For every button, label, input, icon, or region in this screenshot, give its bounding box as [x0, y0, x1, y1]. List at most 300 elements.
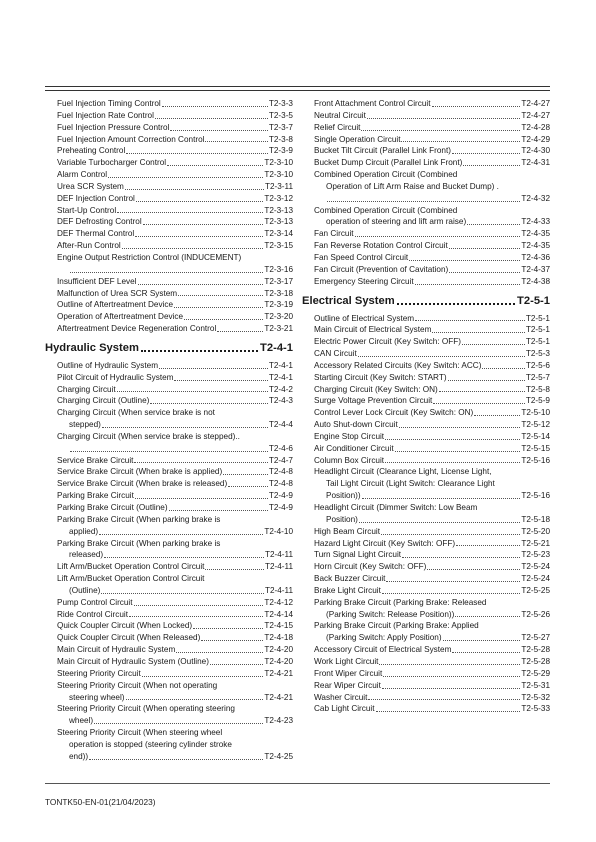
toc-page-number: T2-4-23 [264, 716, 293, 726]
dot-leader [162, 106, 268, 107]
toc-entry[interactable] [45, 193, 293, 205]
toc-page-number: T2-5-23 [521, 550, 550, 560]
toc-entry-text: Lift Arm/Bucket Operation Control Circuit [57, 562, 205, 572]
toc-entry[interactable] [302, 549, 550, 561]
toc-entry-text: Front Wiper Circuit [314, 668, 383, 678]
toc-group [45, 360, 293, 407]
header-rule-thick [45, 86, 550, 87]
toc-page-number: T2-5-31 [521, 680, 550, 690]
toc-entry[interactable] [302, 455, 550, 467]
toc-entry-text: Outline of Aftertreatment Device [57, 300, 174, 310]
dot-leader [452, 153, 520, 154]
toc-entry-text: operation is stopped (steering cylinder stroke [69, 739, 232, 749]
toc-page-number: T2-3-17 [264, 276, 293, 286]
dot-leader [402, 557, 520, 558]
toc-page-number: T2-5-7 [525, 372, 550, 382]
toc-entry[interactable] [302, 561, 550, 573]
toc-entry[interactable] [45, 620, 293, 632]
toc-entry[interactable] [45, 98, 293, 110]
toc-entry-text: Turn Signal Light Circuit [314, 550, 402, 560]
dot-leader [482, 368, 524, 369]
toc-entry[interactable] [302, 134, 550, 146]
toc-page-number: T2-3-10 [264, 170, 293, 180]
toc-entry-continuation [314, 193, 550, 205]
dot-leader [358, 356, 525, 357]
header-rule-thin [45, 90, 550, 91]
toc-entry-text: Surge Voltage Prevention Circuit [314, 396, 433, 406]
dot-leader [70, 272, 263, 273]
dot-leader [142, 676, 264, 677]
dot-leader [427, 569, 520, 570]
toc-entry-text: DEF Injection Control [57, 193, 135, 203]
toc-entry[interactable] [302, 656, 550, 668]
dot-leader [170, 130, 267, 131]
toc-group [45, 597, 293, 680]
toc-entry-text: Position) [326, 514, 358, 524]
toc-entry-text: Quick Coupler Circuit (When Locked) [57, 621, 193, 631]
toc-entry-text: released) [69, 550, 104, 560]
toc-page-number: T2-5-27 [521, 633, 550, 643]
dot-leader [143, 224, 264, 225]
toc-entry-text: After-Run Control [57, 241, 121, 251]
toc-page-number: T2-3-8 [268, 134, 293, 144]
dot-leader [126, 153, 268, 154]
dot-leader [193, 628, 263, 629]
toc-entry[interactable] [302, 264, 550, 276]
dot-leader [359, 522, 520, 523]
dot-leader [395, 451, 521, 452]
toc-page-number: T2-5-12 [521, 420, 550, 430]
toc-entry-text: Fan Speed Control Circuit [314, 252, 409, 262]
toc-entry-text: (Outline) [69, 585, 101, 595]
section-heading-electrical[interactable] [302, 294, 550, 308]
toc-entry[interactable] [45, 372, 293, 384]
dot-leader [159, 368, 268, 369]
toc-entry[interactable] [302, 526, 550, 538]
toc-entry-continuation [57, 692, 293, 704]
dot-leader [104, 557, 264, 558]
toc-entry-text: Steering Priority Circuit (When operating steering [57, 704, 235, 714]
toc-entry-text: Parking Brake Circuit (Parking Brake: Released [314, 597, 487, 607]
toc-entry-text: Hazard Light Circuit (Key Switch: OFF) [314, 538, 456, 548]
dot-leader [463, 165, 520, 166]
toc-entry-multiline[interactable] [302, 169, 550, 205]
toc-entry[interactable] [302, 276, 550, 288]
toc-entry[interactable] [45, 597, 293, 609]
toc-entry-multiline[interactable] [45, 727, 293, 763]
dot-leader [135, 236, 263, 237]
toc-entry-continuation [314, 490, 550, 502]
toc-entry[interactable] [302, 431, 550, 443]
toc-page-number: T2-5-8 [525, 384, 550, 394]
toc-page-number: T2-5-32 [521, 692, 550, 702]
toc-entry-text: Variable Turbocharger Control [57, 158, 167, 168]
toc-entry-text: DEF Thermal Control [57, 229, 135, 239]
toc-entry-text: Aftertreatment Device Regeneration Control [57, 324, 217, 334]
toc-entry-text: Control Lever Lock Circuit (Key Switch: ON) [314, 408, 474, 418]
toc-group [45, 276, 293, 335]
toc-entry-multiline[interactable] [302, 502, 550, 526]
toc-entry-text: Charging Circuit [57, 384, 116, 394]
toc-entry[interactable] [302, 110, 550, 122]
toc-entry-text: Fuel Injection Timing Control [57, 99, 161, 108]
toc-entry-continuation [314, 609, 550, 621]
toc-entry-text: Horn Circuit (Key Switch: OFF) [314, 562, 427, 572]
toc-page-number: T2-5-28 [521, 656, 550, 666]
toc-page-number: T2-4-20 [264, 656, 293, 666]
toc-entry[interactable] [45, 169, 293, 181]
toc-page-number: T2-4-9 [268, 491, 293, 501]
toc-entry[interactable] [45, 384, 293, 396]
toc-entry-text: Back Buzzer Circuit [314, 574, 386, 584]
dot-leader [101, 593, 264, 594]
toc-page-number: T2-3-12 [264, 193, 293, 203]
dot-leader [385, 439, 520, 440]
dot-leader [117, 212, 263, 213]
dot-leader [155, 118, 268, 119]
toc-page-number: T2-4-7 [268, 455, 293, 465]
toc-entry[interactable] [45, 561, 293, 573]
toc-entry-text: steering wheel) [69, 692, 125, 702]
toc-page-number: T2-4-12 [264, 597, 293, 607]
toc-entry[interactable] [45, 181, 293, 193]
toc-entry[interactable] [45, 668, 293, 680]
toc-group [302, 644, 550, 715]
toc-entry-continuation [57, 419, 293, 431]
toc-page-number: T2-3-13 [264, 217, 293, 227]
toc-entry[interactable] [45, 490, 293, 502]
dot-leader [228, 486, 268, 487]
toc-entry[interactable] [45, 145, 293, 157]
dot-leader [367, 118, 520, 119]
toc-entry-continuation [57, 264, 293, 276]
toc-entry-text: Main Circuit of Hydraulic System (Outline) [57, 656, 209, 666]
toc-entry-text: Parking Brake Circuit (When parking brake is [57, 538, 221, 548]
toc-entry-multiline[interactable] [302, 205, 550, 229]
toc-entry-text: Pilot Circuit of Hydraulic System [57, 372, 174, 382]
toc-entry-multiline[interactable] [45, 538, 293, 562]
dot-leader [169, 510, 268, 511]
toc-page-number: T2-4-2 [268, 384, 293, 394]
toc-entry[interactable] [302, 407, 550, 419]
dot-leader [362, 498, 521, 499]
toc-entry[interactable] [302, 443, 550, 455]
toc-entry-text: Steering Priority Circuit (When not operating [57, 680, 218, 690]
toc-entry[interactable] [45, 478, 293, 490]
toc-entry[interactable] [302, 240, 550, 252]
toc-entry[interactable] [45, 455, 293, 467]
toc-entry[interactable] [302, 372, 550, 384]
toc-page-number: T2-4-28 [521, 122, 550, 132]
toc-entry-text: Parking Brake Circuit (Outline) [57, 503, 168, 512]
toc-entry-text: Accessory Related Circuits (Key Switch: ACC) [314, 360, 482, 370]
toc-entry[interactable] [45, 299, 293, 311]
dot-leader [455, 616, 520, 617]
toc-group [45, 98, 293, 252]
toc-entry-text: Parking Brake Circuit (Parking Brake: Applied [314, 621, 479, 631]
toc-entry-text: Operation of Lift Arm Raise and Bucket Dump) . [326, 181, 499, 191]
toc-entry-multiline[interactable] [45, 573, 293, 597]
toc-entry[interactable] [45, 205, 293, 217]
dot-leader [448, 380, 525, 381]
toc-page-number: T2-3-20 [264, 312, 293, 322]
toc-page-number: T2-3-21 [264, 324, 293, 334]
toc-entry[interactable] [302, 668, 550, 680]
dot-leader [432, 332, 524, 333]
toc-page-number: T2-5-25 [521, 585, 550, 595]
toc-entry-text: Bucket Tilt Circuit (Parallel Link Front) [314, 146, 451, 156]
toc-group [302, 313, 550, 467]
toc-page-number: T2-4-35 [521, 241, 550, 251]
toc-entry-text: (Parking Switch: Release Position)) [326, 609, 455, 619]
toc-page-number: T2-4-37 [521, 264, 550, 274]
toc-entry-text: Outline of Hydraulic System [57, 360, 159, 370]
toc-entry-text: Engine Stop Circuit [314, 431, 385, 441]
toc-entry-text: Urea SCR System [57, 181, 124, 191]
document-code: TONTK50-EN-01(21/04/2023) [45, 797, 156, 807]
toc-page-number: T2-4-32 [521, 193, 550, 203]
toc-entry[interactable] [302, 644, 550, 656]
toc-entry-text: Service Brake Circuit (When brake is applied) [57, 467, 223, 477]
toc-page-number: T2-3-14 [264, 229, 293, 239]
toc-entry-text: Steering Priority Circuit [57, 668, 141, 678]
toc-page-number: T2-4-11 [264, 562, 293, 572]
toc-entry[interactable] [302, 703, 550, 715]
toc-page-number: T2-4-35 [521, 229, 550, 239]
toc-entry-multiline[interactable] [302, 466, 550, 502]
toc-entry-text: applied) [69, 526, 99, 536]
toc-entry[interactable] [302, 145, 550, 157]
dot-leader [452, 652, 520, 653]
toc-entry-text: Insufficient DEF Level [57, 276, 137, 286]
toc-entry-multiline [45, 252, 293, 276]
dot-leader [167, 165, 263, 166]
toc-group [302, 228, 550, 287]
dot-leader [382, 688, 520, 689]
toc-entry[interactable] [302, 585, 550, 597]
toc-entry-continuation [57, 549, 293, 561]
dot-leader [217, 331, 263, 332]
toc-entry-multiline[interactable] [45, 514, 293, 538]
toc-entry-text: DEF Defrosting Control [57, 217, 142, 227]
toc-page-number: T2-3-5 [268, 110, 293, 120]
toc-entry-text: Charging Circuit (When service brake is stepped).. [57, 431, 240, 441]
toc-entry[interactable] [45, 311, 293, 323]
toc-entry-text: Fan Circuit (Prevention of Cavitation) [314, 264, 449, 274]
toc-entry-continuation [314, 514, 550, 526]
toc-entry-text: Auto Shut-down Circuit [314, 420, 398, 430]
toc-entry-text: Service Brake Circuit [57, 455, 134, 465]
dot-leader [327, 201, 520, 202]
toc-entry[interactable] [45, 134, 293, 146]
dot-leader [439, 391, 525, 392]
toc-entry-text: Preheating Control [57, 146, 126, 156]
toc-group [45, 455, 293, 514]
toc-entry[interactable] [45, 276, 293, 288]
dot-leader [136, 201, 264, 202]
toc-page-number: T2-4-8 [268, 467, 293, 477]
toc-page-number: T2-5-3 [525, 349, 550, 359]
toc-page-number: T2-3-16 [264, 264, 293, 274]
dot-leader [99, 534, 263, 535]
dot-leader [122, 248, 264, 249]
toc-entry[interactable] [302, 384, 550, 396]
toc-entry[interactable] [302, 324, 550, 336]
toc-entry-text: Operation of Aftertreatment Device [57, 312, 184, 322]
toc-entry-multiline[interactable] [45, 680, 293, 704]
toc-entry[interactable] [302, 395, 550, 407]
toc-entry[interactable] [302, 313, 550, 325]
toc-entry[interactable] [45, 122, 293, 134]
section-page-number: T2-4-1 [260, 341, 293, 354]
section-title: Hydraulic System [45, 341, 139, 354]
toc-page-number: T2-4-6 [268, 443, 293, 453]
toc-entry[interactable] [45, 110, 293, 122]
section-heading-hydraulic[interactable] [45, 341, 293, 355]
toc-page-number: T2-4-25 [264, 751, 293, 761]
toc-entry[interactable] [45, 360, 293, 372]
toc-entry-text: Parking Brake Circuit [57, 491, 134, 501]
toc-entry-text: Rear Wiper Circuit [314, 680, 381, 690]
dot-leader [399, 427, 521, 428]
toc-entry[interactable] [302, 122, 550, 134]
toc-page-number: T2-5-15 [521, 443, 550, 453]
dot-leader [361, 130, 520, 131]
toc-group [302, 98, 550, 169]
toc-entry[interactable] [45, 502, 293, 514]
toc-entry[interactable] [45, 609, 293, 621]
toc-entry-multiline[interactable] [302, 597, 550, 621]
toc-entry-text: Malfunction of Urea SCR System [57, 288, 178, 298]
toc-entry-text: Work Light Circuit [314, 656, 379, 666]
toc-entry[interactable] [45, 228, 293, 240]
toc-entry[interactable] [45, 323, 293, 335]
toc-entry-text: Neutral Circuit [314, 110, 366, 120]
toc-entry[interactable] [302, 228, 550, 240]
toc-entry-text: Quick Coupler Circuit (When Released) [57, 633, 201, 643]
toc-entry-text: Brake Light Circuit [314, 585, 381, 595]
dot-leader [138, 284, 264, 285]
toc-entry[interactable] [45, 157, 293, 169]
toc-page-number: T2-4-27 [521, 99, 550, 108]
toc-entry-text: Column Box Circuit [314, 455, 385, 465]
toc-entry-text: Pump Control Circuit [57, 597, 133, 607]
toc-entry-multiline[interactable] [45, 407, 293, 431]
toc-entry-text: Fan Circuit [314, 229, 354, 239]
toc-entry-text: Ride Control Circuit [57, 609, 128, 619]
toc-page-number: T2-4-29 [521, 134, 550, 144]
toc-entry-continuation [57, 585, 293, 597]
dot-leader [355, 236, 521, 237]
toc-entry-text: Charging Circuit (When service brake is not [57, 408, 215, 418]
toc-entry[interactable] [45, 216, 293, 228]
toc-entry[interactable] [302, 360, 550, 372]
toc-entry[interactable] [302, 336, 550, 348]
dot-leader [129, 616, 263, 617]
dot-leader [449, 272, 520, 273]
dot-leader [89, 759, 263, 760]
toc-entry[interactable] [302, 680, 550, 692]
toc-entry[interactable] [45, 656, 293, 668]
toc-page-number: T2-5-10 [521, 408, 550, 418]
toc-entry[interactable] [302, 538, 550, 550]
toc-entry[interactable] [45, 644, 293, 656]
toc-page-number: T2-5-29 [521, 668, 550, 678]
toc-entry-multiline[interactable] [45, 703, 293, 727]
toc-entry-text: Relief Circuit [314, 122, 361, 132]
toc-page-number: T2-4-10 [264, 526, 293, 536]
toc-page-number: T2-5-24 [521, 574, 550, 584]
dot-leader [223, 474, 268, 475]
toc-page-number: T2-4-14 [264, 609, 293, 619]
toc-entry[interactable] [302, 157, 550, 169]
dot-leader [382, 593, 520, 594]
toc-entry-text: Fuel Injection Rate Control [57, 110, 154, 120]
toc-entry-text: Headlight Circuit (Clearance Light, License Light, [314, 467, 492, 477]
toc-page-number: T2-4-11 [264, 550, 293, 560]
toc-entry-text: Fan Reverse Rotation Control Circuit [314, 241, 448, 251]
toc-entry[interactable] [302, 573, 550, 585]
toc-entry-text: stepped) [69, 420, 101, 430]
toc-entry[interactable] [45, 466, 293, 478]
toc-page-number: T2-4-1 [268, 372, 293, 382]
toc-column-right [302, 98, 550, 715]
toc-entry-continuation [57, 443, 293, 455]
toc-entry-text: Headlight Circuit (Dimmer Switch: Low Beam [314, 503, 478, 512]
toc-entry[interactable] [302, 692, 550, 704]
dot-leader [210, 664, 263, 665]
toc-page-number: T2-5-16 [521, 455, 550, 465]
toc-entry[interactable] [45, 240, 293, 252]
toc-entry-multiline[interactable] [302, 620, 550, 644]
toc-entry[interactable] [45, 395, 293, 407]
toc-entry[interactable] [302, 419, 550, 431]
dot-leader [415, 320, 525, 321]
dot-leader [379, 664, 520, 665]
toc-page-number: T2-4-15 [264, 621, 293, 631]
dot-leader [443, 640, 521, 641]
toc-entry-text: High Beam Circuit [314, 526, 380, 536]
toc-entry[interactable] [45, 288, 293, 300]
dot-leader [433, 403, 525, 404]
dot-leader [108, 177, 263, 178]
toc-entry[interactable] [302, 348, 550, 360]
toc-page-number: T2-4-33 [521, 217, 550, 227]
toc-entry-continuation [314, 632, 550, 644]
toc-page-number: T2-3-7 [268, 122, 293, 132]
toc-page-number: T2-4-21 [264, 668, 293, 678]
toc-entry-text: Steering Priority Circuit (When steering wheel [57, 728, 223, 738]
toc-page-number: T2-4-36 [521, 252, 550, 262]
toc-entry[interactable] [45, 632, 293, 644]
toc-page-number: T2-5-6 [525, 360, 550, 370]
toc-entry-text: (Parking Switch: Apply Position) [326, 633, 442, 643]
toc-entry-text: Charging Circuit (Key Switch: ON) [314, 384, 438, 394]
toc-entry-text: Main Circuit of Hydraulic System [57, 645, 176, 655]
toc-page-number: T2-5-9 [525, 396, 550, 406]
dot-leader [205, 569, 264, 570]
dot-leader [117, 391, 268, 392]
toc-entry[interactable] [302, 252, 550, 264]
toc-page-number: T2-3-15 [264, 241, 293, 251]
toc-entry-text: Engine Output Restriction Control (INDUCEMENT) [57, 252, 242, 262]
toc-entry-multiline[interactable] [45, 431, 293, 455]
toc-entry-text: Air Conditioner Circuit [314, 443, 394, 453]
dot-leader [174, 307, 263, 308]
toc-entry[interactable] [302, 98, 550, 110]
dot-leader [368, 699, 520, 700]
toc-entry-continuation [57, 715, 293, 727]
